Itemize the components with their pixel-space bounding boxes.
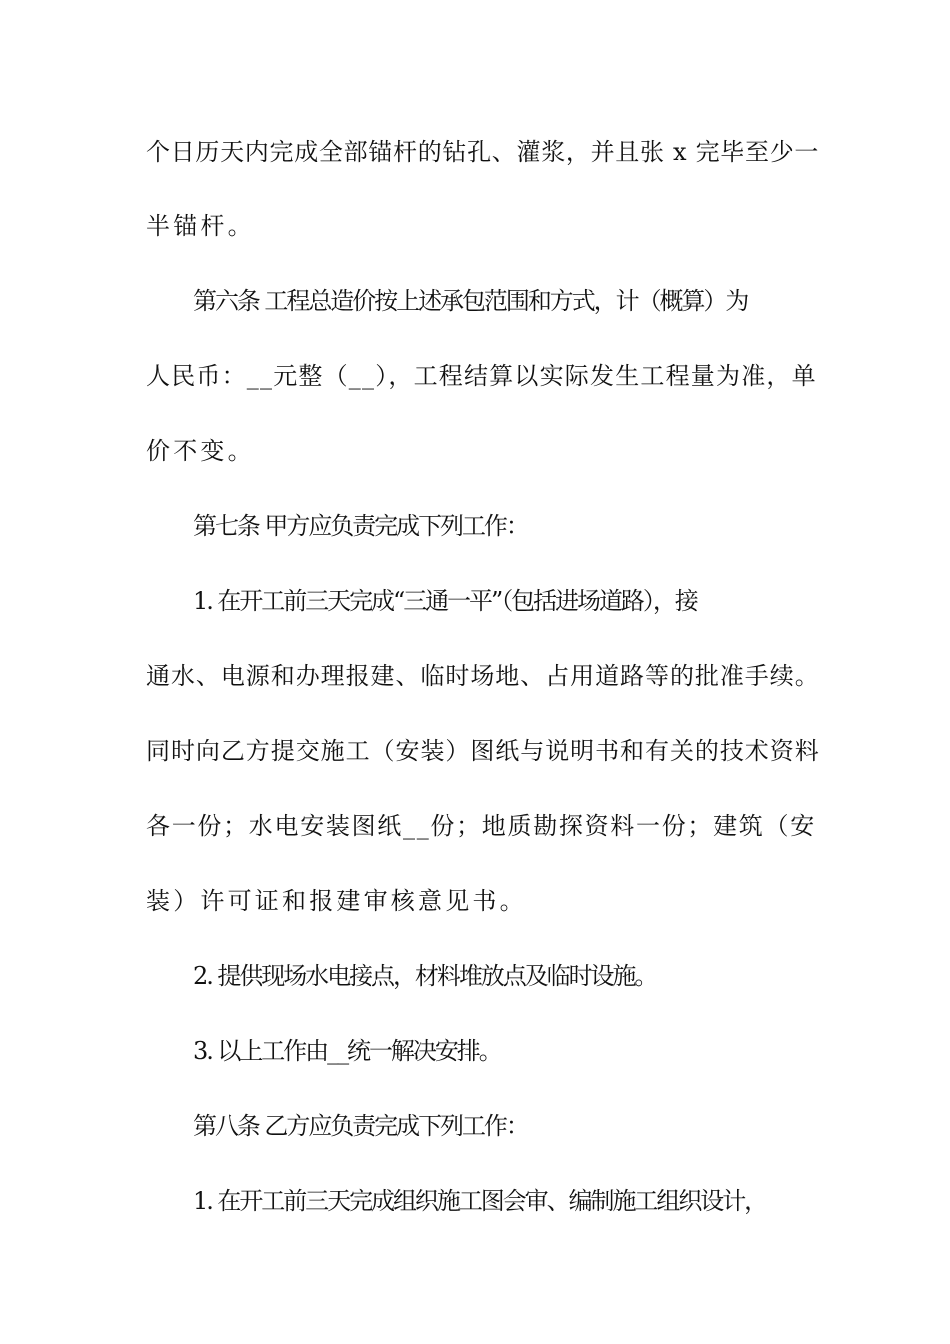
text-line-4: 人民币：__元整（__），工程结算以实际发生工程量为准，单 [146, 362, 817, 390]
text-line-10: 各一份；水电安装图纸__份；地质勘探资料一份；建筑（安 [146, 812, 816, 840]
article-8-item-1-line: 1. 在开工前三天完成组织施工图会审、编制施工组织设计， [193, 1187, 767, 1215]
text-line-5: 价不变。 [146, 437, 255, 465]
article-7-item-3: 3. 以上工作由__统一解决安排。 [193, 1037, 501, 1065]
article-6-heading-line: 第六条 工程总造价按上述承包范围和方式，计（概算）为 [193, 287, 748, 315]
article-7-item-2: 2. 提供现场水电接点，材料堆放点及临时设施。 [193, 962, 657, 990]
text-line-1: 个日历天内完成全部锚杆的钻孔、灌浆，并且张 x 完毕至少一 [146, 138, 820, 166]
text-line-11: 装）许可证和报建审核意见书。 [146, 887, 527, 915]
text-line-9: 同时向乙方提交施工（安装）图纸与说明书和有关的技术资料 [146, 737, 820, 765]
article-7-item-1-line: 1. 在开工前三天完成“三通一平”（包括进场道路），接 [193, 587, 697, 615]
article-7-heading: 第七条 甲方应负责完成下列工作： [193, 512, 528, 540]
article-8-heading: 第八条 乙方应负责完成下列工作： [193, 1112, 528, 1140]
text-line-8: 通水、电源和办理报建、临时场地、占用道路等的批准手续。 [146, 662, 820, 690]
text-line-2: 半锚杆。 [146, 212, 255, 240]
